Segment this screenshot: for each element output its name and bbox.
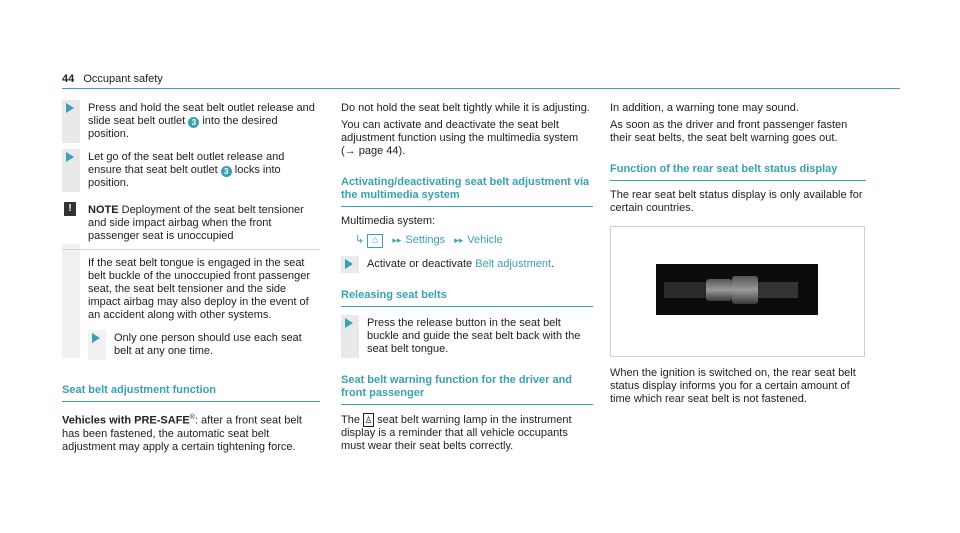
paragraph: The — [341, 414, 364, 426]
note-text: If the seat belt tongue is engaged in the seat belt buckle of the unoccupied front passenger seat, the seat belt tensioner and the side impact airbag may also deploy in the event of an accident along with other systems. — [88, 257, 310, 321]
step-release-belt — [341, 317, 593, 356]
callout-number: 3 — [221, 166, 232, 177]
home-icon[interactable]: ⌂ — [367, 234, 383, 248]
step-text: Press and hold the seat belt outlet release and slide seat belt outlet — [88, 102, 315, 127]
page-header — [62, 73, 163, 86]
step-text: Activate or deactivate — [367, 258, 476, 270]
status-display-screen — [656, 264, 818, 315]
step-arrow-icon — [92, 333, 100, 343]
note-heading-text: Deployment of the seat belt tensioner and side impact airbag when the front passenger seat is unoccupied — [88, 204, 304, 242]
note-box — [62, 200, 320, 358]
section-bold: Vehicles with PRE-SAFE — [62, 414, 190, 427]
step-text: Only one person should use each seat belt at any one time. — [114, 332, 302, 357]
step-text: . — [551, 258, 555, 270]
step-text: Let go of the seat belt outlet release and ensure that seat belt outlet — [88, 151, 285, 176]
column-2 — [341, 102, 593, 453]
column-3-bottom — [610, 367, 866, 406]
step-arrow-icon — [345, 259, 353, 269]
page-number: 44 — [62, 73, 75, 85]
section-text: : after a front seat belt has been fastened, the automatic seat belt adjustment may apply a certain tightening force. — [62, 414, 302, 453]
note-heading — [62, 200, 320, 250]
paragraph: The rear seat belt status display is only available for certain countries. — [610, 189, 863, 214]
note-side-bar — [62, 244, 80, 358]
step-arrow-icon — [345, 318, 353, 328]
step-press-outlet — [62, 102, 320, 141]
return-arrow-icon: ↳ — [355, 234, 365, 246]
double-chevron-icon: ▸▸ — [392, 235, 402, 245]
paragraph: As soon as the driver and front passenger fasten their seat belts, the seat belt warning goes out. — [610, 119, 848, 144]
menu-settings[interactable]: Settings — [405, 234, 446, 246]
step-arrow-icon — [66, 103, 74, 113]
step-text: into the desired position. — [88, 115, 278, 140]
note-step — [88, 332, 314, 358]
header-divider — [62, 88, 900, 89]
seatbelt-icon: ♙ — [364, 415, 373, 425]
section-title: Seat belt warning function for the driver and front passenger — [341, 374, 593, 405]
chapter-title: Occupant safety — [83, 73, 163, 85]
registered-mark: ® — [189, 414, 195, 421]
step-arrow-icon — [66, 152, 74, 162]
step-belt-adjustment — [341, 258, 593, 271]
step-release-outlet — [62, 151, 320, 190]
column-3 — [610, 102, 866, 215]
paragraph: In addition, a warning tone may sound. — [610, 102, 799, 114]
note-body — [62, 250, 320, 358]
seatbelt-buckle-icon — [656, 264, 818, 315]
section-title: Function of the rear seat belt status display — [610, 163, 866, 181]
paragraph: You can activate and deactivate the seat belt adjustment function using the multimedia system (→ page 44). — [341, 119, 579, 157]
menu-path — [355, 234, 593, 248]
multimedia-label: Multimedia system: — [341, 215, 436, 227]
section-title: Activating/deactivating seat belt adjustment via the multimedia system — [341, 176, 593, 207]
double-chevron-icon: ▸▸ — [454, 235, 464, 245]
menu-vehicle[interactable]: Vehicle — [467, 234, 503, 246]
callout-number: 3 — [188, 117, 199, 128]
section-title: Releasing seat belts — [341, 289, 593, 307]
seatbelt-status-display-image — [610, 226, 865, 357]
exclamation-icon: ! — [64, 202, 76, 216]
section-title: Seat belt adjustment function — [62, 384, 320, 402]
step-text: Press the release button in the seat belt buckle and guide the seat belt back with the seat belt tongue. — [367, 317, 581, 355]
belt-adjustment-link[interactable]: Belt adjustment — [475, 258, 552, 270]
note-label: NOTE — [88, 204, 119, 216]
paragraph: When the ignition is switched on, the rear seat belt status display informs you for a certain amount of time which rear seat belt is not fastened. — [610, 367, 856, 405]
paragraph: Do not hold the seat belt tightly while it is adjusting. — [341, 102, 590, 114]
column-1 — [62, 102, 320, 454]
paragraph: seat belt warning lamp in the instrument display is a reminder that all vehicle occupants must wear their seat belts correctly. — [341, 414, 572, 452]
step-text: locks into position. — [88, 164, 281, 189]
